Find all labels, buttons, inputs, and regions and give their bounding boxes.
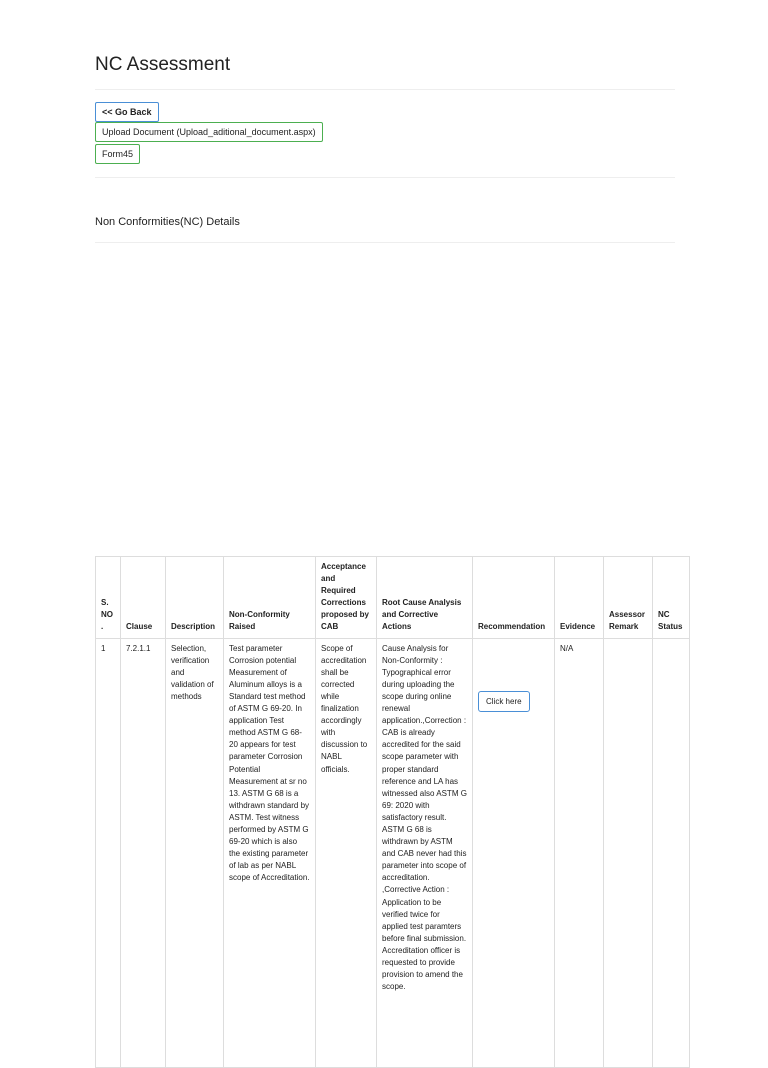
divider	[95, 242, 675, 243]
table-header-row	[96, 557, 690, 639]
header-recommendation: Recommendation	[473, 557, 555, 639]
divider	[95, 89, 675, 90]
cell-recommendation	[473, 638, 555, 1067]
cell-clause: 7.2.1.1	[121, 638, 166, 1067]
table-row	[96, 638, 690, 1067]
divider	[95, 177, 675, 178]
cell-acceptance: Scope of accreditation shall be corrected while finalization accordingly with discussion to NABL officials.	[316, 638, 377, 1067]
cell-sno: 1	[96, 638, 121, 1067]
header-clause: Clause	[121, 557, 166, 639]
header-description: Description	[166, 557, 224, 639]
page-title: NC Assessment	[95, 54, 231, 75]
form45-button[interactable]: Form45	[95, 144, 140, 164]
click-here-button[interactable]: Click here	[478, 691, 530, 712]
header-nc-raised: Non-Conformity Raised	[224, 557, 316, 639]
upload-document-button[interactable]: Upload Document (Upload_aditional_document.aspx)	[95, 122, 323, 142]
cell-nc-status	[653, 638, 690, 1067]
header-nc-status: NC Status	[653, 557, 690, 639]
cell-description: Selection, verification and validation of methods	[166, 638, 224, 1067]
cell-root-cause: Cause Analysis for Non-Conformity : Typographical error during uploading the scope during online renewal application.,Correction : CAB is already accredited for the said scope parameter with proper standard reference and LA has witnessed also ASTM G 69: 2020 with satisfactory result. ASTM G 68 is withdrawn by ASTM and CAB never had this parameter into scope of accreditation. ,Corrective Action : Application to be verified twice for applied test paramters before final submission. Accreditation officer is requested to provide provision to amend the scope.	[377, 638, 473, 1067]
header-root-cause: Root Cause Analysis and Corrective Actions	[377, 557, 473, 639]
go-back-button[interactable]: << Go Back	[95, 102, 159, 122]
header-acceptance: Acceptance and Required Corrections proposed by CAB	[316, 557, 377, 639]
section-title: Non Conformities(NC) Details	[95, 216, 240, 228]
header-evidence: Evidence	[555, 557, 604, 639]
nc-details-table	[95, 556, 690, 1068]
header-assessor-remark: Assessor Remark	[604, 557, 653, 639]
header-sno: S. NO.	[96, 557, 121, 639]
cell-evidence: N/A	[555, 638, 604, 1067]
cell-assessor-remark	[604, 638, 653, 1067]
cell-nc-raised: Test parameter Corrosion potential Measurement of Aluminum alloys is a Standard test method of ASTM G 69-20. In application Test method ASTM G 68-20 appears for test parameter Corrosion Potential Measurement at sr no 13. ASTM G 68 is a withdrawn standard by ASTM. Test witness performed by ASTM G 69-20 which is also the existing parameter of lab as per NABL scope of Accreditation.	[224, 638, 316, 1067]
